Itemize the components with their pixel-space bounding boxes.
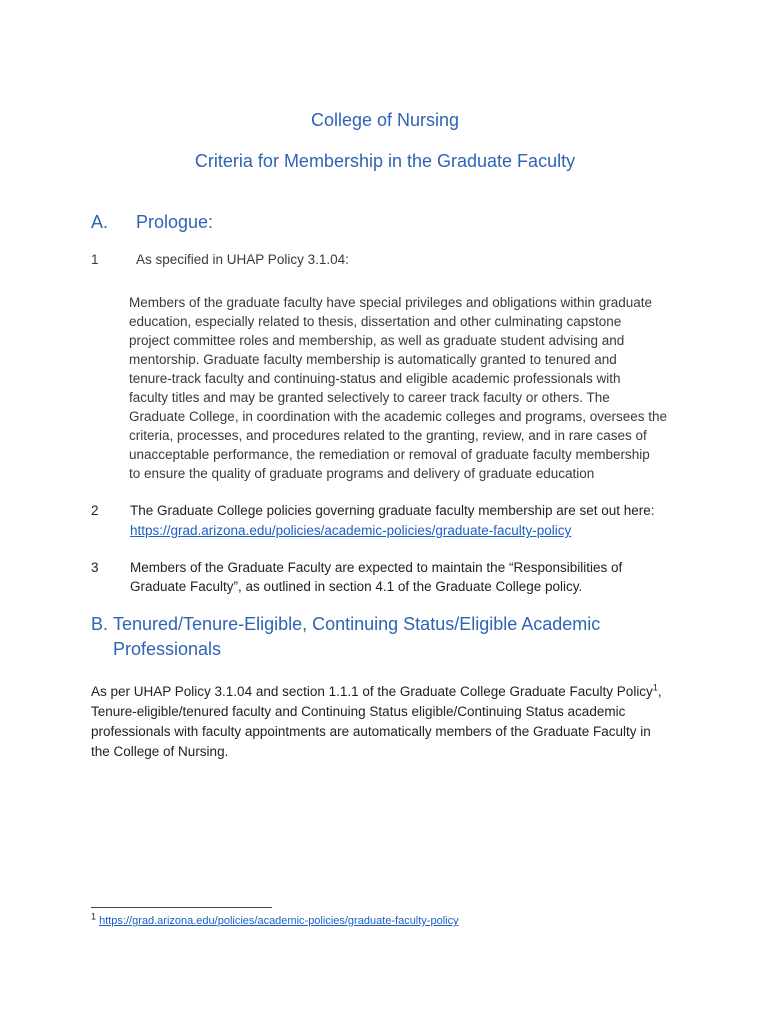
section-a-heading: Prologue: — [136, 212, 214, 232]
item-3-text-line1: Members of the Graduate Faculty are expected to maintain the “Responsibilities of — [130, 560, 623, 575]
paragraph-line-text: As per UHAP Policy 3.1.04 and section 1.1.1 of the Graduate College Graduate Faculty Policy — [91, 684, 653, 699]
quote-line: unacceptable performance, the remediation or removal of graduate faculty membership — [129, 447, 650, 462]
quote-line: to ensure the quality of graduate programs and delivery of graduate education — [129, 466, 595, 481]
quote-line: tenure-track faculty and continuing-status and eligible academic professionals with — [129, 371, 621, 386]
quote-line: faculty titles and may be granted selectively to career track faculty or others. The — [129, 390, 610, 405]
paragraph-line: the College of Nursing. — [91, 744, 229, 759]
paragraph-line-comma: , — [657, 684, 662, 699]
quote-line: project committee roles and membership, as well as graduate student advising and — [129, 333, 625, 348]
paragraph-line — [91, 682, 662, 702]
item-3-number: 3 — [91, 560, 99, 575]
footnote-number: 1 — [91, 911, 97, 922]
item-2-number: 2 — [91, 503, 99, 518]
policy-quote — [129, 293, 667, 483]
section-b-heading-line1: Tenured/Tenure-Eligible, Continuing Status/Eligible Academic — [113, 614, 601, 634]
footnote-separator — [91, 907, 272, 908]
quote-line: Members of the graduate faculty have special privileges and obligations within graduate — [129, 295, 653, 310]
quote-line: mentorship. Graduate faculty membership is automatically granted to tenured and — [129, 352, 617, 367]
document-title: College of Nursing — [310, 110, 460, 130]
footnote-ref[interactable]: 1 — [652, 682, 658, 693]
item-2-text: The Graduate College policies governing graduate faculty membership are set out here: — [130, 503, 655, 518]
section-b-heading-line2: Professionals — [113, 639, 222, 659]
paragraph-line: Tenure-eligible/tenured faculty and Continuing Status eligible/Continuing Status academic — [91, 704, 626, 719]
item-3-text-line2: Graduate Faculty”, as outlined in section 4.1 of the Graduate College policy. — [130, 579, 583, 594]
item-1-text: As specified in UHAP Policy 3.1.04: — [136, 252, 349, 267]
quote-line: Graduate College, in coordination with the academic colleges and programs, oversees the — [129, 409, 668, 424]
item-1-number: 1 — [91, 252, 99, 267]
section-b-paragraph — [91, 682, 662, 762]
document-subtitle: Criteria for Membership in the Graduate Faculty — [194, 151, 576, 171]
section-a-marker: A. — [91, 212, 109, 232]
section-b-marker: B. — [91, 614, 109, 634]
graduate-faculty-policy-link[interactable]: https://grad.arizona.edu/policies/academic-policies/graduate-faculty-policy — [130, 523, 572, 538]
quote-line: criteria, processes, and procedures related to the granting, review, and in rare cases of — [129, 428, 647, 443]
quote-line: education, especially related to thesis, dissertation and other culminating capstone — [129, 314, 622, 329]
footnote-link[interactable]: https://grad.arizona.edu/policies/academic-policies/graduate-faculty-policy — [99, 915, 459, 927]
paragraph-line: professionals with faculty appointments are automatically members of the Graduate Faculty in — [91, 724, 651, 739]
footnote — [91, 911, 459, 927]
